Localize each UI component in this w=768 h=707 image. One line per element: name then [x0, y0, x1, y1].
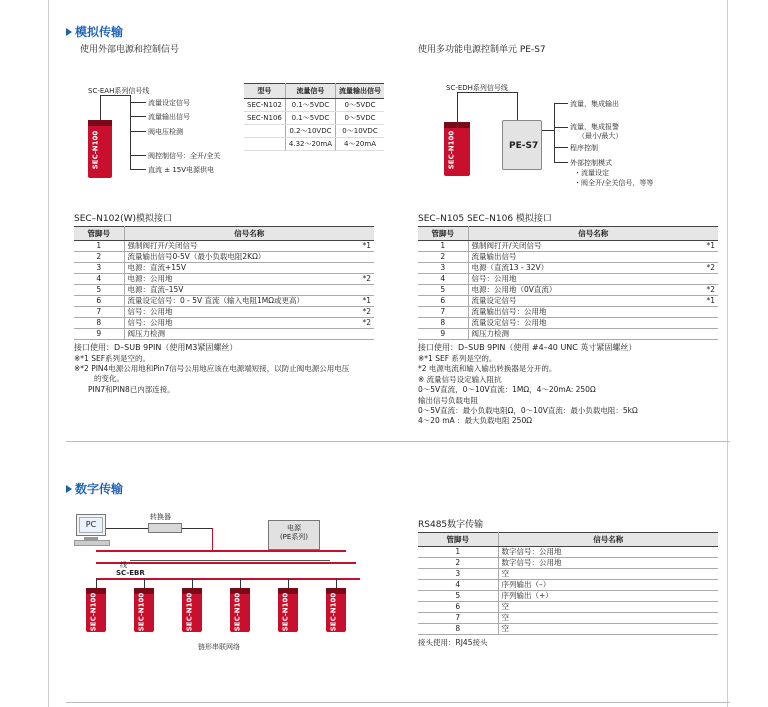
table-row: 8 空 [418, 624, 718, 635]
table-row: 0.2～10VDC 0～10VDC [244, 125, 384, 138]
signal-spec-table [244, 83, 384, 151]
network-label: 链形串联网络 [198, 643, 240, 651]
table-row: SEC-N102 0.1～5VDC 0～5VDC [244, 99, 384, 112]
table-row: 3 空 [418, 569, 718, 580]
left-subtitle: 使用外部电源和控制信号 [80, 45, 180, 55]
note: *2 电源电流和输入输出转换器是分开的。 [418, 364, 557, 373]
table-row: 5 序列输出（+） [418, 591, 718, 602]
lead-label: 直流 ± 15V电源供电 [148, 166, 215, 174]
lead-label: ・流量设定 [574, 169, 609, 177]
right-table-title: SEC–N105 SEC–N106 模拟接口 [418, 214, 552, 224]
spec-header: 流量输出信号 [336, 84, 385, 99]
table-row: 9 阀压力检测 [418, 329, 718, 340]
table-row: 8 流量设定信号：公用地 [418, 318, 718, 329]
lead-label: 阀控制信号：全开/全关 [148, 152, 221, 160]
section-divider [66, 441, 730, 442]
note: ※ 流量信号设定输入阻抗 [418, 375, 502, 384]
sec-n100-device: SEC-N100 [444, 122, 470, 176]
lead-label: 阀电压检测 [148, 128, 183, 136]
table-row: 9 阀压力检测 [74, 329, 374, 340]
pin-header: 管脚号 [418, 227, 468, 241]
section-divider [66, 702, 730, 703]
right-cable-label: SC-EDH系列信号线 [446, 84, 508, 92]
spec-header: 型号 [244, 84, 285, 99]
left-pin-table [74, 226, 374, 340]
lead-label: 外部控制模式 [570, 159, 612, 167]
rs485-pin-table [418, 532, 718, 635]
note: 0～5V直流，0～10V直流：1MΩ，4～20mA: 250Ω [418, 385, 596, 394]
power-supply-box: 电源 (PE系列) [268, 520, 320, 550]
sec-n100-device: SEC-N100 [134, 588, 154, 632]
pin-header: 管脚号 [74, 227, 124, 241]
pe-s7-unit: PE-S7 [502, 120, 542, 170]
digital-section-title: 数字传输 [66, 480, 123, 497]
right-subtitle: 使用多功能电源控制单元 PE-S7 [418, 45, 546, 55]
sec-n100-device: SEC-N100 [326, 588, 346, 632]
converter-label: 转换器 [150, 513, 171, 521]
sec-n100-device: SEC-N100 [182, 588, 202, 632]
rs485-table-title: RS485数字传输 [418, 520, 484, 530]
sec-n100-device: SEC-N100 [86, 588, 106, 632]
cable-label: 线 [120, 561, 127, 569]
note: 0～5V直流：最小负载电阻Ω，0～10V直流：最小负载电阻：5kΩ [418, 406, 638, 415]
lead-label: 程序控制 [570, 144, 598, 152]
table-row: 4 信号：公用地 [418, 274, 718, 285]
note: 接头使用：RJ45接头 [418, 638, 488, 647]
table-row: 4.32～20mA 4～20mA [244, 138, 384, 151]
triangle-bullet-icon [66, 28, 72, 36]
note: 输出信号负载电阻 [418, 396, 478, 405]
note: 的变化。 [94, 374, 124, 383]
table-row: 3 电源（直流13 - 32V） *2 [418, 263, 718, 274]
table-row: 6 流量设定信号 *1 [418, 296, 718, 307]
note: PIN7和PIN8已内部连接。 [88, 385, 175, 394]
table-row: 3 电源：直流+15V [74, 263, 374, 274]
sec-n100-device: SEC-N100 [88, 120, 112, 178]
signal-header: 信号名称 [498, 533, 718, 547]
sec-n100-device: SEC-N100 [230, 588, 250, 632]
table-row: 4 序列输出（–） [418, 580, 718, 591]
table-row: 5 电源：公用地（0V直流） *2 [418, 285, 718, 296]
left-cable-label: SC-EAH系列信号线 [88, 87, 150, 95]
table-row: 7 空 [418, 613, 718, 624]
signal-header: 信号名称 [124, 227, 374, 241]
table-row: 8 信号：公用地 *2 [74, 318, 374, 329]
note: ※*2 PIN4电源公用地和Pin7信号公用地应该在电源端短接，以防止阀电源公用电压 [74, 364, 350, 373]
table-row: 2 数字信号：公用地 [418, 558, 718, 569]
lead-label: 流量输出信号 [148, 113, 190, 121]
note: ※*1 SEF 系列是空的。 [418, 354, 497, 363]
table-row: 1 数字信号：公用地 [418, 547, 718, 558]
signal-header: 信号名称 [468, 227, 718, 241]
lead-label: 流量，集成输出 [570, 100, 619, 108]
triangle-bullet-icon [66, 485, 72, 493]
lead-label: 流量，集成报警 [570, 123, 619, 131]
table-row: 6 空 [418, 602, 718, 613]
note: ※*1 SEF系列是空的。 [74, 354, 151, 363]
left-table-title: SEC–N102(W)模拟接口 [74, 214, 173, 224]
table-row: 6 流量设定信号：0 - 5V 直流（输入电阻1MΩ或更高） *1 [74, 296, 374, 307]
table-row: 5 电源：直流–15V [74, 285, 374, 296]
lead-label: ・阀全开/全关信号，等等 [574, 179, 654, 187]
lead-label: 流量设定信号 [148, 99, 190, 107]
table-row: 7 流量输出信号：公用地 [418, 307, 718, 318]
note: 接口使用：D–SUB 9PIN（使用 #4–40 UNC 英寸紧固螺丝） [418, 343, 637, 352]
table-row: 2 流量输出信号0-5V（最小负载电阻2KΩ） [74, 252, 374, 263]
table-row: 4 电源：公用地 *2 [74, 274, 374, 285]
right-pin-table [418, 226, 718, 340]
pin-header: 管脚号 [418, 533, 498, 547]
converter-box [148, 523, 182, 533]
note: 4～20 mA ：最大负载电阻 250Ω [418, 416, 532, 425]
lead-label: （最小/最大） [578, 132, 623, 140]
table-row: 1 强制阀打开/关闭信号 *1 [74, 241, 374, 252]
spec-header: 流量信号 [285, 84, 335, 99]
table-row: 1 强制阀打开/关闭信号 *1 [418, 241, 718, 252]
note: 接口使用：D–SUB 9PIN（使用M3紧固螺丝） [74, 343, 238, 352]
table-row: SEC-N106 0.1～5VDC 0～5VDC [244, 112, 384, 125]
table-row: 2 流量输出信号 [418, 252, 718, 263]
analog-section-title: 模拟传输 [66, 23, 123, 40]
pc-icon: PC [76, 514, 106, 536]
table-row: 7 信号：公用地 *2 [74, 307, 374, 318]
sec-n100-device: SEC-N100 [278, 588, 298, 632]
cable-model: SC-EBR [116, 569, 145, 577]
